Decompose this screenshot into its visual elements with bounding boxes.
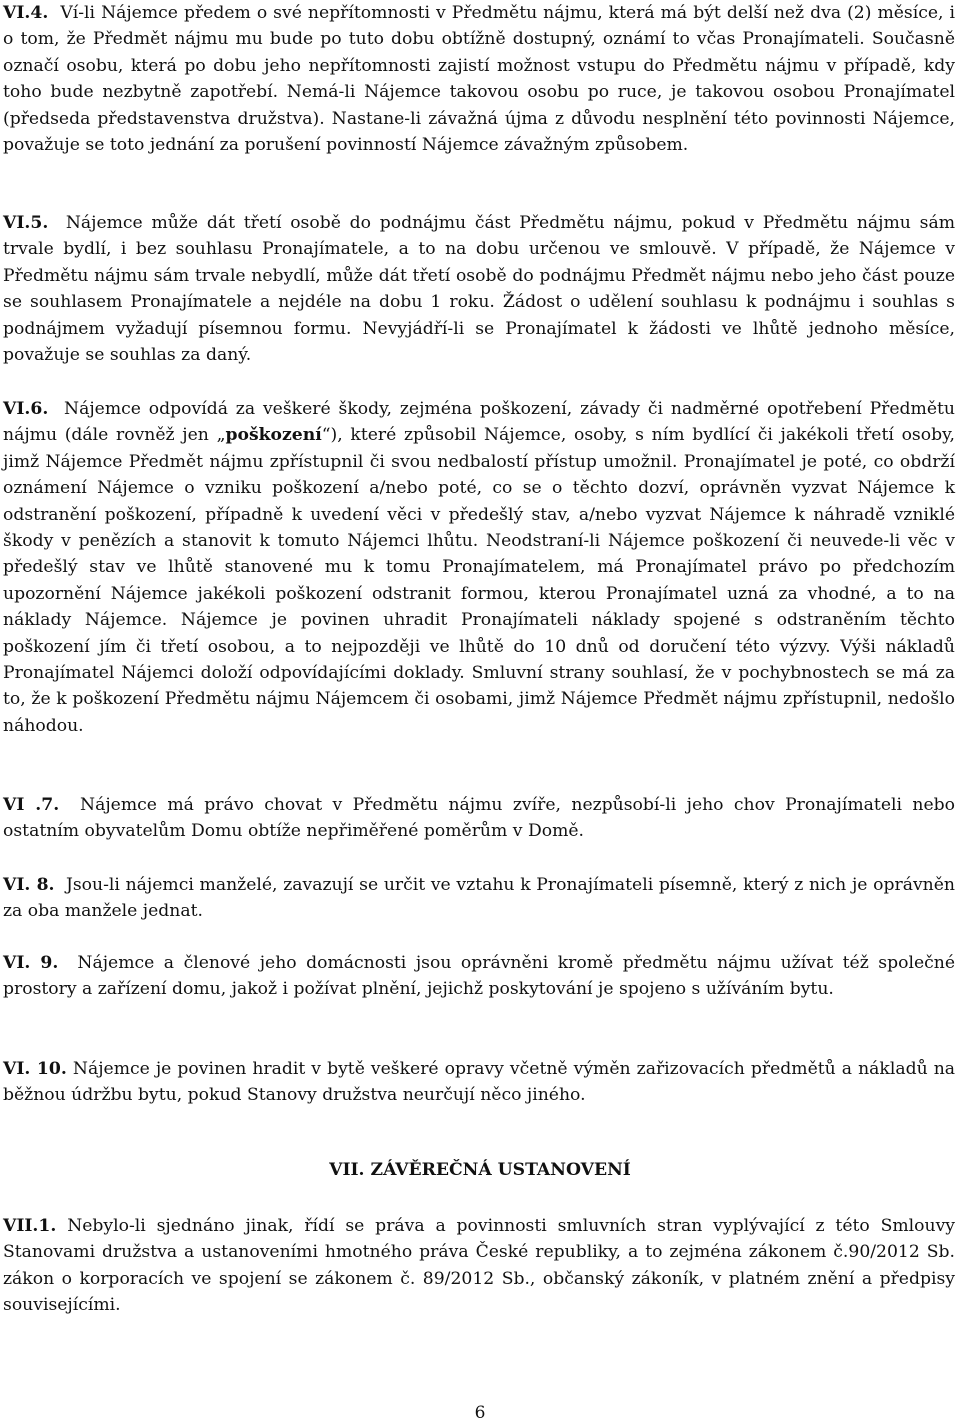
defined-term-poskozeni: poškození (225, 425, 322, 446)
section-number-vi4: VI.4. (3, 3, 49, 23)
section-text-vi8: Jsou-li nájemci manželé, zavazují se určit ve vztahu k Pronajímateli písemně, který z nich je oprávněn za oba manžele jednat. (3, 875, 955, 922)
paragraph-vi5 (3, 210, 955, 368)
paragraph-vi6 (3, 396, 955, 739)
section-text-vi5: Nájemce může dát třetí osobě do podnájmu část Předmětu nájmu, pokud v Předmětu nájmu sám trvale bydlí, i bez souhlasu Pronajímatele, a to na dobu určenou ve smlouvě. V případě, že Nájemce v Předmětu nájmu sám trvale nebydlí, může dát třetí osobě do podnájmu Předmět nájmu nebo jeho část pouze se souhlasem Pronajímatele a nejdéle na dobu 1 roku. Žádost o udělení souhlasu k podnájmu i souhlas s podnájmem vyžadují písemnou formu. Nevyjádří-li se Pronajímatel k žádosti ve lhůtě jednoho měsíce, považuje se souhlas za daný. (3, 213, 955, 366)
section-text-vi6-before: Nájemce odpovídá za veškeré škody, zejména poškození, závady či nadměrné opotřebení Předmětu nájmu (dále rovněž jen „ (3, 399, 956, 446)
page-number: 6 (474, 1403, 486, 1423)
section-number-vi8: VI. 8. (3, 875, 55, 895)
paragraph-vi7 (3, 792, 955, 845)
paragraph-vi10 (3, 1056, 955, 1109)
paragraph-vi8 (3, 872, 955, 925)
section-text-vi4: Ví-li Nájemce předem o své nepřítomnosti v Předmětu nájmu, která má být delší než dva (2) měsíce, i o tom, že Předmět nájmu mu bude po tuto dobu obtížně dostupný, oznámí to včas Pronajímateli. Současně označí osobu, která po dobu jeho nepřítomnosti zajistí možnost vstupu do Předmětu nájmu v případě, kdy toho bude nezbytně zapotřebí. Nemá-li Nájemce takovou osobu po ruce, je takovou osobou Pronajímatel (předseda představenstva družstva). Nastane-li závažná újma z důvodu nesplnění této povinnosti Nájemce, považuje se toto jednání za porušení povinností Nájemce závažným způsobem. (3, 3, 956, 156)
section-text-vii1: Nebylo-li sjednáno jinak, řídí se práva a povinnosti smluvních stran vyplývající z této Smlouvy Stanovami družstva a ustanoveními hmotného práva České republiky, a to zejména zákonem č.90/2012 Sb. zákon o korporacích ve spojení se zákonem č. 89/2012 Sb., občanský zákoník, v platném znění a předpisy souvisejícími. (3, 1216, 956, 1316)
paragraph-vii1 (3, 1213, 955, 1319)
section-number-vi7: VI .7. (3, 795, 60, 815)
section-number-vi5: VI.5. (3, 213, 49, 233)
chapter-heading-vii: VII. ZÁVĚREČNÁ USTANOVENÍ (329, 1160, 631, 1180)
section-text-vi10: Nájemce je povinen hradit v bytě veškeré opravy včetně výměn zařizovacích předmětů a nákladů na běžnou údržbu bytu, pokud Stanovy družstva neurčují něco jiného. (3, 1059, 956, 1106)
paragraph-vi9 (3, 950, 955, 1003)
paragraph-vi4 (3, 0, 955, 158)
section-number-vi6: VI.6. (3, 399, 49, 419)
section-text-vi6-after: “), které způsobil Nájemce, osoby, s ním bydlící či jakékoli třetí osoby, jimž Nájemce Předmět nájmu zpřístupnil či svou nedbalostí přístup umožnil. Pronajímatel je poté, co obdrží oznámení Nájemce o vzniku poškození a/nebo poté, co se o těchto dozví, oprávněn vyzvat Nájemce k odstranění poškození, případně k uvedení věci v předešlý stav, a/nebo vyzvat Nájemce k náhradě vzniklé škody v penězích a stanovit k tomuto Nájemci lhůtu. Neodstraní-li Nájemce poškození či neuvede-li věc v předešlý stav ve lhůtě stanovené mu k tomu Pronajímatelem, má Pronajímatel právo po předchozím upozornění Nájemce jakékoli poškození odstranit formou, kterou Pronajímatel uzná za vhodné, a to na náklady Nájemce. Nájemce je povinen uhradit Pronajímateli náklady spojené s odstraněním těchto poškození jím či třetí osobou, a to nejpozději ve lhůtě do 10 dnů od doručení této výzvy. Výši nákladů Pronajímatel Nájemci doloží odpovídajícími doklady. Smluvní strany souhlasí, že v pochybnostech se má za to, že k poškození Předmětu nájmu Nájemcem či osobami, jimž Nájemce Předmět nájmu zpřístupnil, nedošlo náhodou. (3, 425, 955, 736)
section-number-vi10: VI. 10. (3, 1059, 67, 1079)
section-number-vii1: VII.1. (3, 1216, 57, 1236)
section-text-vi9: Nájemce a členové jeho domácnosti jsou oprávněni kromě předmětu nájmu užívat též společné prostory a zařízení domu, jakož i požívat plnění, jejichž poskytování je spojeno s užíváním bytu. (3, 953, 955, 1000)
section-number-vi9: VI. 9. (3, 953, 59, 973)
section-text-vi7: Nájemce má právo chovat v Předmětu nájmu zvíře, nezpůsobí-li jeho chov Pronajímateli nebo ostatním obyvatelům Domu obtíže nepřiměřené poměrům v Domě. (3, 795, 955, 842)
